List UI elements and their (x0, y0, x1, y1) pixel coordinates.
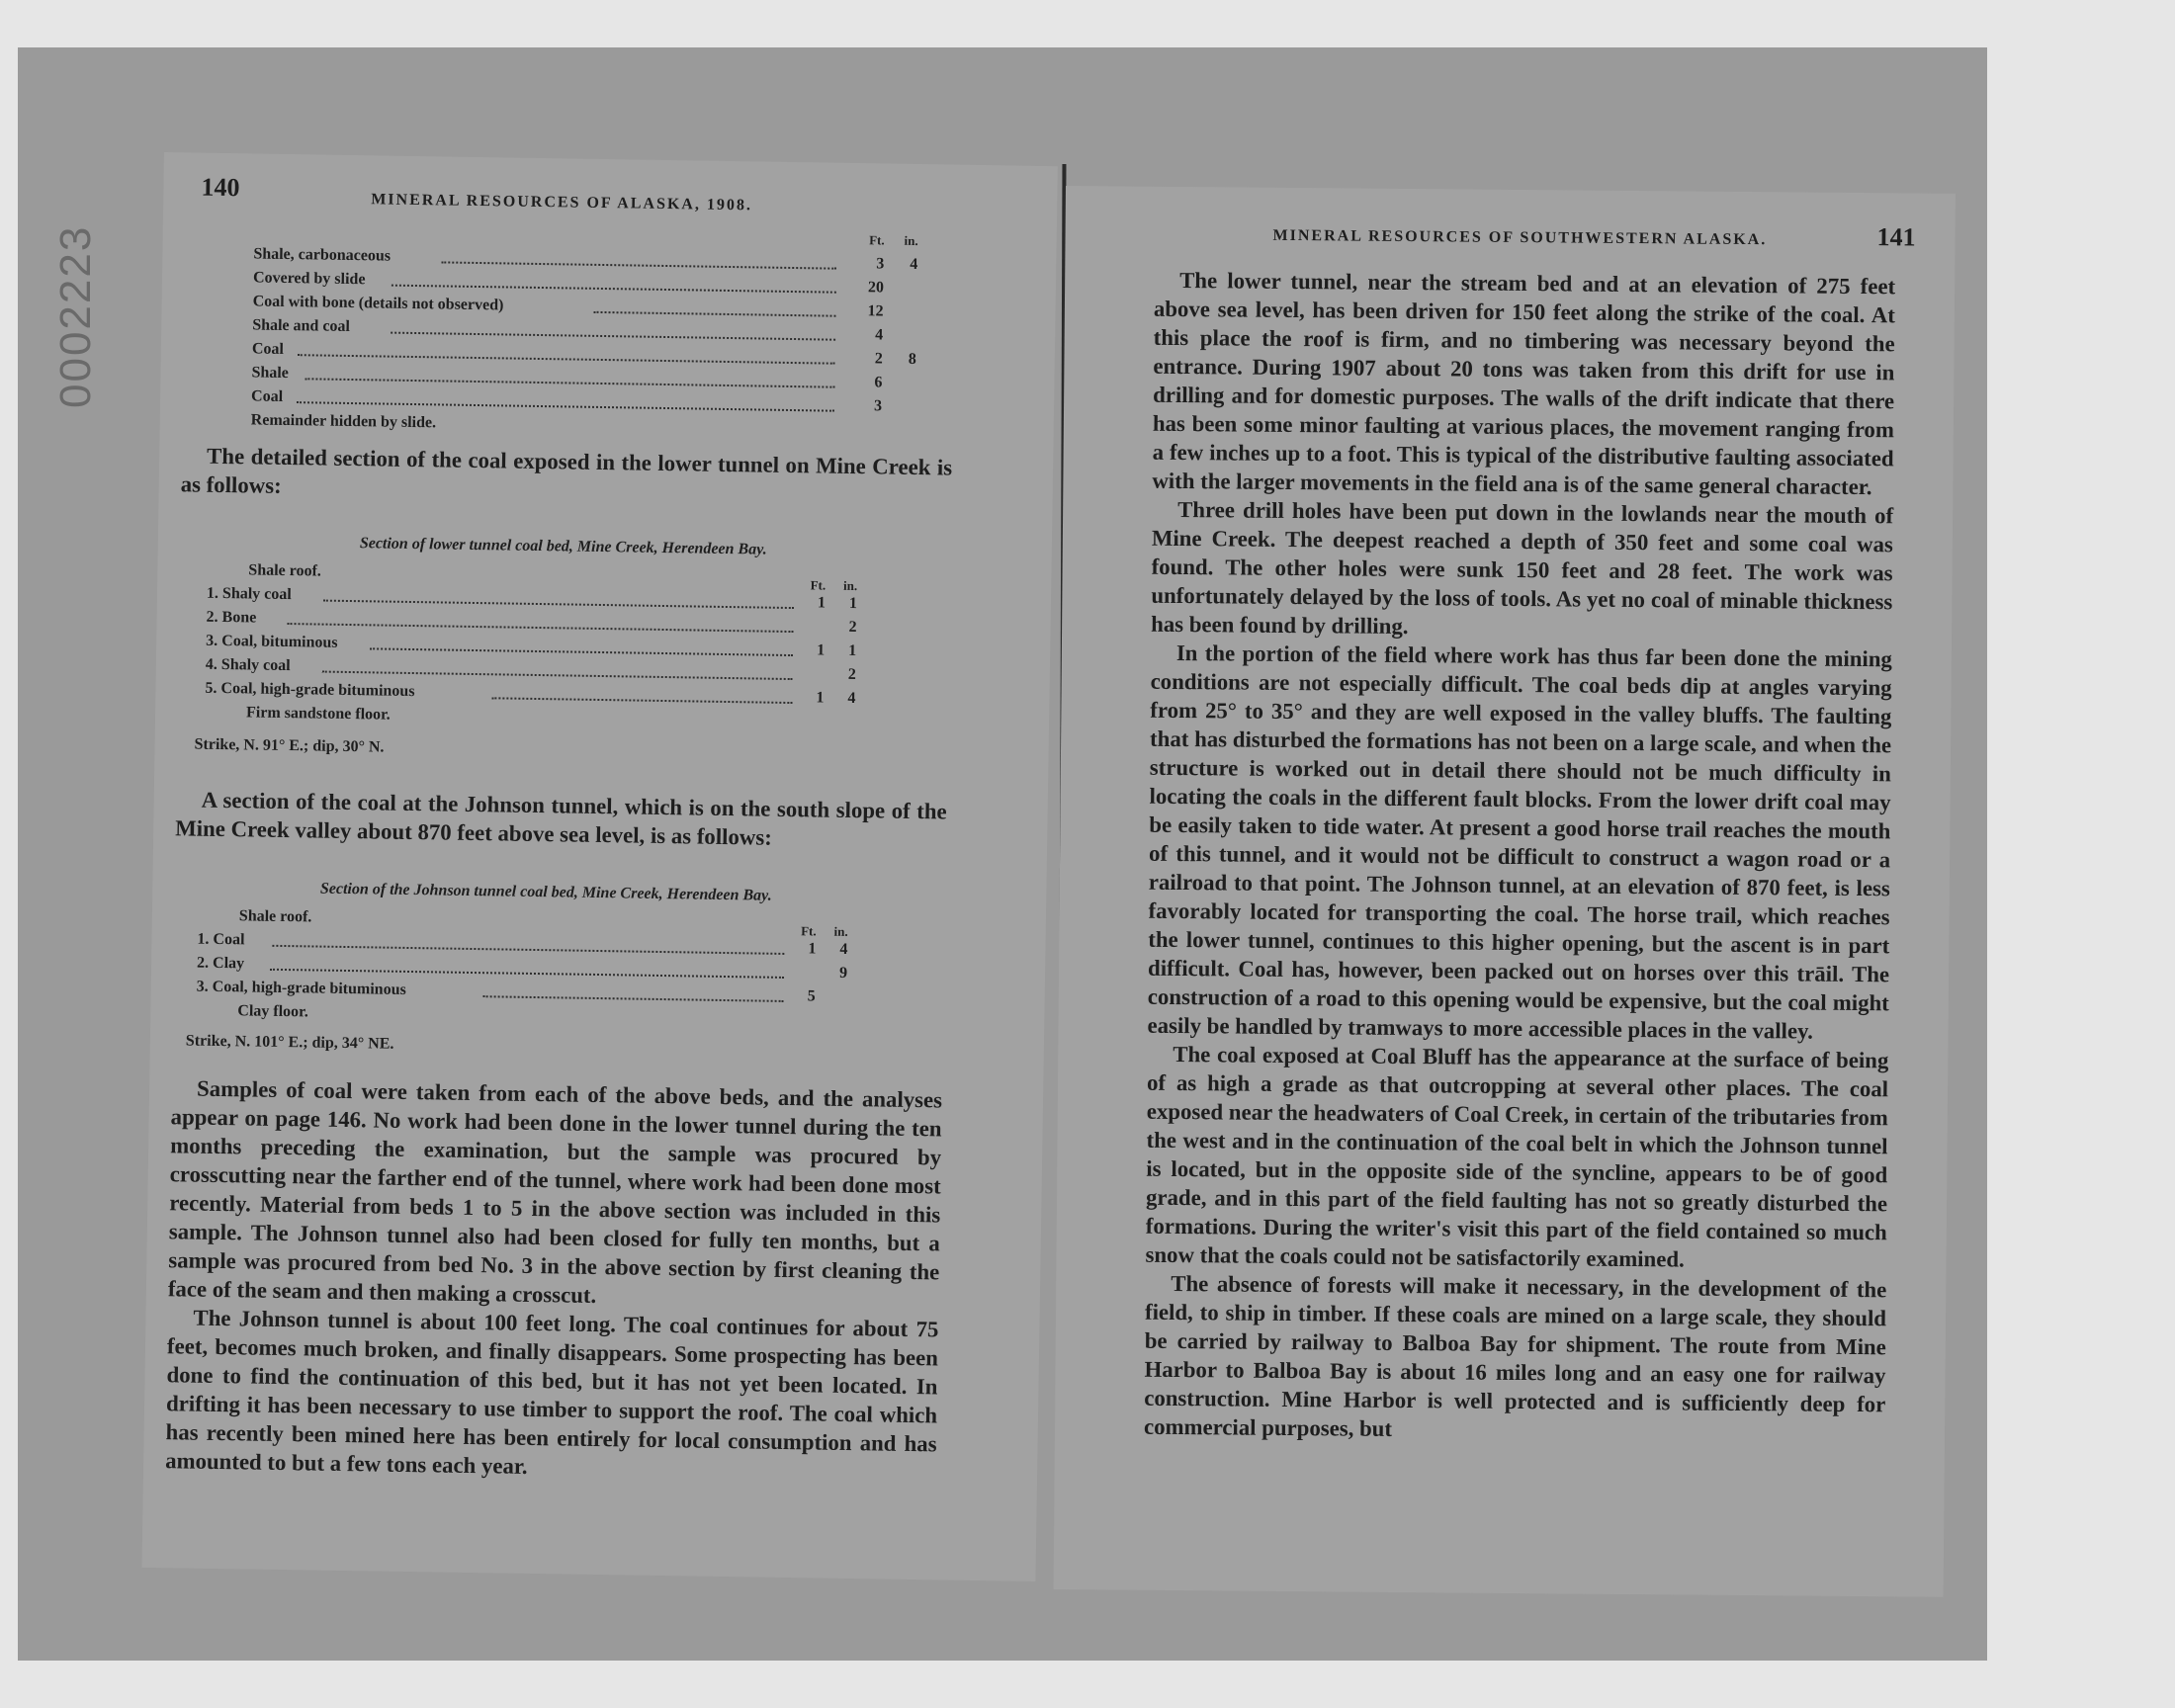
table-row: Shale 6 (251, 364, 883, 391)
paragraph: The absence of forests will make it necessary, in the development of the field, to ship in timber. If these coals are mined on a large scale, they should be carried by railway to Balboa Bay for shipment. The route from Mine Harbor to Balboa Bay is about 16 miles long and an easy one for railway construction. Mine Harbor is well protected and is sufficiently deep for commercial purposes, but (1143, 1270, 1887, 1441)
section-table-2: Shale roof. Ft. in. 1. Shaly coal 1 1 2. Bone 2 3. Coal, bituminous 1 1 4. Shaly coal 2 5. Coal, high-grade bituminous 1 4 Firm sandstone floor. (205, 558, 900, 735)
paragraph: In the portion of the field where work has thus far been done the mining conditions are not especially difficult. The coal beds dip at angles varying from 25° to 35° and they are well exposed in the valley bluffs. The faulting that has disturbed the formations has not been on a large scale, and when the structure is worked out in detail there should not be much difficulty in locating the coals in the different fault blocks. From the lower drift coal may be easily taken to tide water. At present a good horse trail reaches the mouth of this tunnel, and it would not be difficult to construct a wagon road or a railroad to that point. The Johnson tunnel, at an elevation of 870 feet, is less favorably located for transporting the coal. The horse trail, which reaches the lower tunnel, continues to this higher opening, but the ascent is in part difficult. Coal has, however, been packed out on horses over this trāil. The construction of a road to this opening would be expensive, but the coal might easily be handled by tramways to more accessible places in the valley. (1147, 640, 1892, 1044)
running-head: MINERAL RESOURCES OF SOUTHWESTERN ALASKA. (1272, 226, 1768, 249)
table-row: Coal with bone (details not observed) 12 (252, 293, 884, 320)
table-row: Coal 2 8 (251, 340, 916, 368)
paragraph: Three drill holes have been put down in the lowlands near the mouth of Mine Creek. The deepest reached a depth of 350 feet and some coal was found. The other holes were sunk 150 feet and 28 feet. The work was unfortunately delayed by the loss of tools. As yet no coal of minable thickness has been found by drilling. (1151, 497, 1894, 640)
paragraph: The lower tunnel, near the stream bed and at an elevation of 275 feet above sea level, has been driven for 150 feet along the strike of the coal. At this place the roof is firm, and no timbering was necessary beyond the entrance. During 1907 about 20 tons was taken from this drift for use in drilling and for domestic purposes. The walls of the drift indicate that there has been some minor faulting at various places, the movement ranging from a few inches up to a foot. This is typical of the distributive faulting associated with the larger movements in the field ana is of the same general character. (1152, 268, 1896, 500)
table-footer: Remainder hidden by slide. (250, 411, 437, 432)
table-bottom-label: Firm sandstone floor. (245, 704, 391, 724)
table-row: Covered by slide 20 (252, 269, 885, 297)
section-table-3: Shale roof. Ft. in. 1. Coal 1 4 2. Clay 9 3. Coal, high-grade bituminous 5 Clay floor. (196, 904, 890, 1034)
table-row: Shale, carbonaceous 3 4 (253, 245, 918, 273)
table-row: Shale and coal 4 (252, 316, 884, 344)
left-page (142, 152, 1058, 1581)
table-row: Coal 3 (250, 387, 883, 415)
table-row: 1. Coal 1 4 (197, 930, 848, 958)
running-head: MINERAL RESOURCES OF ALASKA, 1908. (371, 191, 753, 214)
table-caption: Section of the Johnson tunnel coal bed, Mine Creek, Herendeen Bay. (319, 880, 772, 904)
table-row: 2. Bone 2 (206, 608, 857, 637)
table-bottom-label: Clay floor. (237, 1002, 308, 1021)
page-number: 141 (1876, 222, 1916, 252)
table-row: 3. Coal, high-grade bituminous 5 (196, 978, 816, 1005)
strike-dip: Strike, N. 101° E.; dip, 34° NE. (185, 1032, 394, 1053)
page-body (1144, 266, 1895, 1447)
paragraph: A section of the coal at the Johnson tunnel, which is on the south slope of the Mine Creek valley about 870 feet above sea level, is as follows: (175, 787, 947, 850)
table-caption: Section of lower tunnel coal bed, Mine Creek, Herendeen Bay. (359, 535, 767, 558)
paragraph: Samples of coal were taken from each of the above beds, and the analyses appear on page 146. No work had been done in the lower tunnel during the ten months preceding the examination, but the sample was procured by crosscutting near the farther end of the tunnel, where work had been done most recently. Material from beds 1 to 5 in the above section was included in this sample. The Johnson tunnel also had been closed for fully ten months, but a sample was procured from bed No. 3 in the above section by first cleaning the face of the seam and then making a crosscut. The Johnson tunnel is about 100 feet long. The coal continues for about 75 feet, becomes much broken, and finally disappears. Some prospecting has been done to find the continuation of this bed, but it has not yet been located. In drifting it has been necessary to use timber to support the roof. The coal which has recently been mined here has been entirely for local consumption and has amounted to but a few tons each year. (165, 1075, 943, 1479)
table-top-label: Shale roof. (248, 561, 321, 580)
right-page (1054, 186, 1956, 1597)
table-row: 1. Shaly coal 1 1 (206, 584, 858, 613)
table-row: 5. Coal, high-grade bituminous 1 4 (205, 679, 856, 708)
strike-dip: Strike, N. 91° E.; dip, 30° N. (194, 735, 385, 756)
table-top-label: Shale roof. (238, 907, 312, 926)
table-header: Ft. in. (869, 232, 918, 248)
table-row: 4. Shaly coal 2 (205, 655, 856, 684)
archive-stamp: 0002223 (51, 224, 100, 408)
table-row: 2. Clay 9 (196, 954, 848, 982)
table-row: 3. Coal, bituminous 1 1 (206, 632, 857, 660)
paragraph: The coal exposed at Coal Bluff has the appearance at the surface of being of as high a grade as that outcropping at several other places. The coal exposed near the headwaters of Coal Creek, in certain of the tributaries from the west and in the continuation of the coal belt in which the Johnson tunnel is located, but in the opposite side of the syncline, appears to be of good grade, and in this part of the field faulting has not so greatly disturbed the formations. During the writer's visit this part of the field contained so much snow that the coals could not be satisfactorily examined. (1145, 1041, 1889, 1272)
page-number: 140 (201, 172, 240, 203)
section-table-1 (251, 218, 946, 443)
paragraph: The detailed section of the coal exposed in the lower tunnel on Mine Creek is as follows: (180, 443, 953, 498)
